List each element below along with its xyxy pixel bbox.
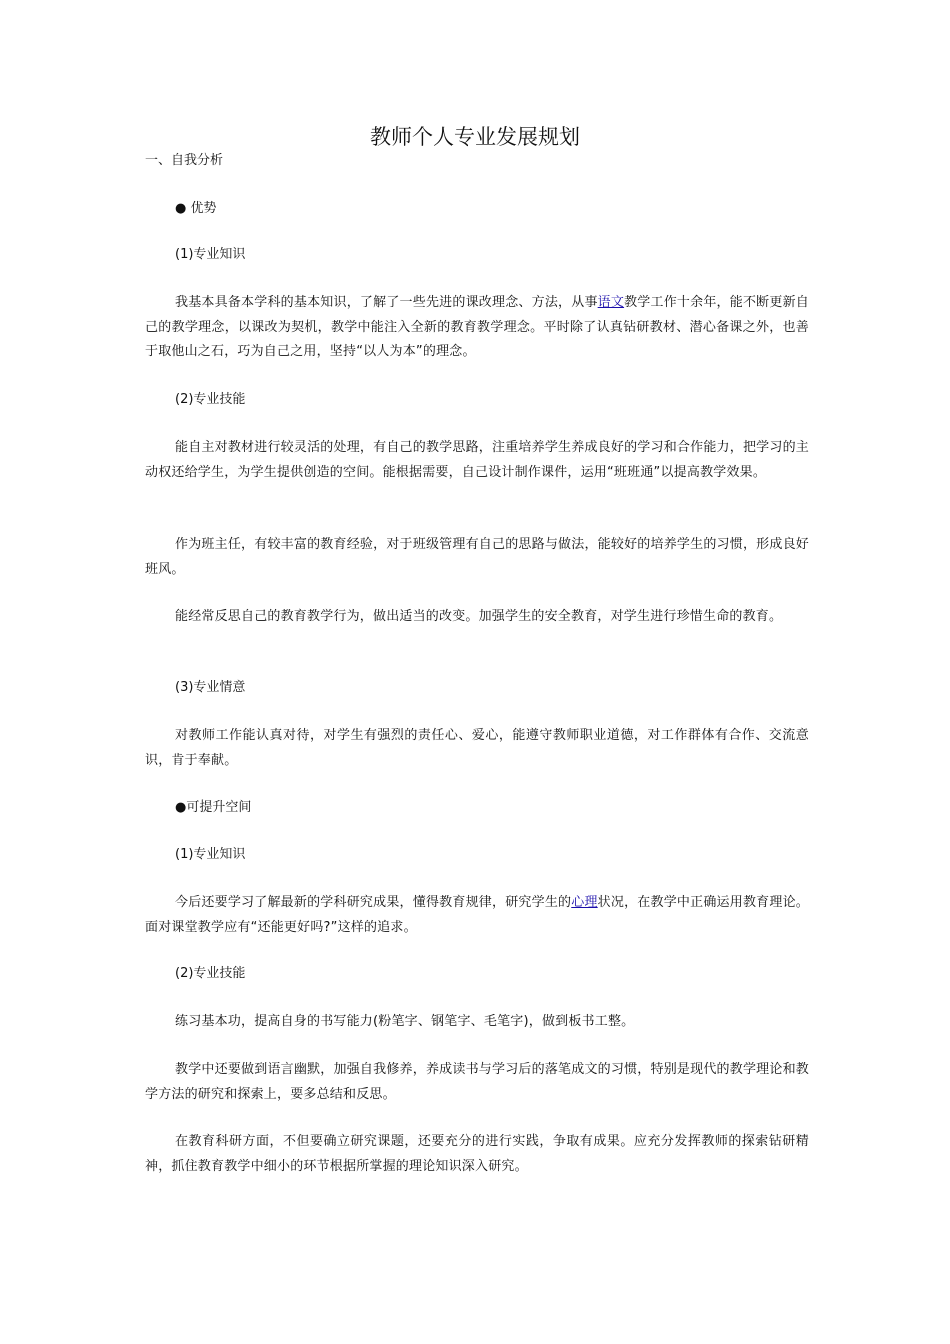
document-title: 教师个人专业发展规划 (370, 125, 580, 149)
improve-knowledge-paragraph (145, 891, 809, 940)
improve-knowledge-text-after: 状况，在教学中正确运用教育理论。面对课堂教学应有“还能更好吗?”这样的追求。 (145, 895, 809, 935)
section-heading-self-analysis: 一、自我分析 (145, 153, 224, 168)
knowledge-paragraph (145, 291, 809, 365)
improvement-heading: ●可提升空间 (175, 800, 252, 815)
skills-paragraph-3: 能经常反思自己的教育教学行为，做出适当的改变。加强学生的安全教育，对学生进行珍惜生命的教育。 (175, 609, 783, 624)
knowledge-text-after: 教学工作十余年，能不断更新自己的教学理念，以课改为契机，教学中能注入全新的教育教学理念。平时除了认真钻研教材、潜心备课之外，也善于取他山之石，巧为自己之用，坚持“以人为本”的理念。 (145, 295, 809, 359)
improve-skills-paragraph-3: 在教育科研方面，不但要确立研究课题，还要充分的进行实践，争取有成果。应充分发挥教师的探索钻研精神，抓住教育教学中细小的环节根据所掌握的理论知识深入研究。 (145, 1134, 809, 1174)
improve-skills-heading: (2)专业技能 (175, 966, 246, 981)
skills-paragraph-1: 能自主对教材进行较灵活的处理，有自己的教学思路，注重培养学生养成良好的学习和合作能力，把学习的主动权还给学生，为学生提供创造的空间。能根据需要，自己设计制作课件，运用“班班通”以提高教学效果。 (145, 440, 809, 480)
emotion-heading: (3)专业情意 (175, 680, 246, 695)
improve-knowledge-heading: (1)专业知识 (175, 847, 246, 862)
strengths-heading: ● 优势 (175, 201, 217, 216)
skills-heading: (2)专业技能 (175, 392, 246, 407)
improve-skills-paragraph-2: 教学中还要做到语言幽默，加强自我修养，养成读书与学习后的落笔成文的习惯，特别是现代的教学理论和教学方法的研究和探索上，要多总结和反思。 (145, 1062, 809, 1102)
improve-skills-paragraph-1: 练习基本功，提高自身的书写能力(粉笔字、钢笔字、毛笔字)，做到板书工整。 (175, 1014, 635, 1029)
skills-paragraph-2: 作为班主任，有较丰富的教育经验，对于班级管理有自己的思路与做法，能较好的培养学生的习惯，形成良好班风。 (145, 537, 809, 577)
improve-knowledge-text-before: 今后还要学习了解最新的学科研究成果，懂得教育规律，研究学生的 (175, 895, 572, 910)
chinese-subject-link[interactable]: 语文 (597, 295, 625, 310)
emotion-paragraph: 对教师工作能认真对待，对学生有强烈的责任心、爱心，能遵守教师职业道德，对工作群体有合作、交流意识，肯于奉献。 (145, 728, 809, 768)
knowledge-text-before: 我基本具备本学科的基本知识，了解了一些先进的课改理念、方法，从事 (175, 295, 598, 310)
knowledge-heading: (1)专业知识 (175, 247, 246, 262)
psychology-link[interactable]: 心理 (571, 895, 598, 910)
